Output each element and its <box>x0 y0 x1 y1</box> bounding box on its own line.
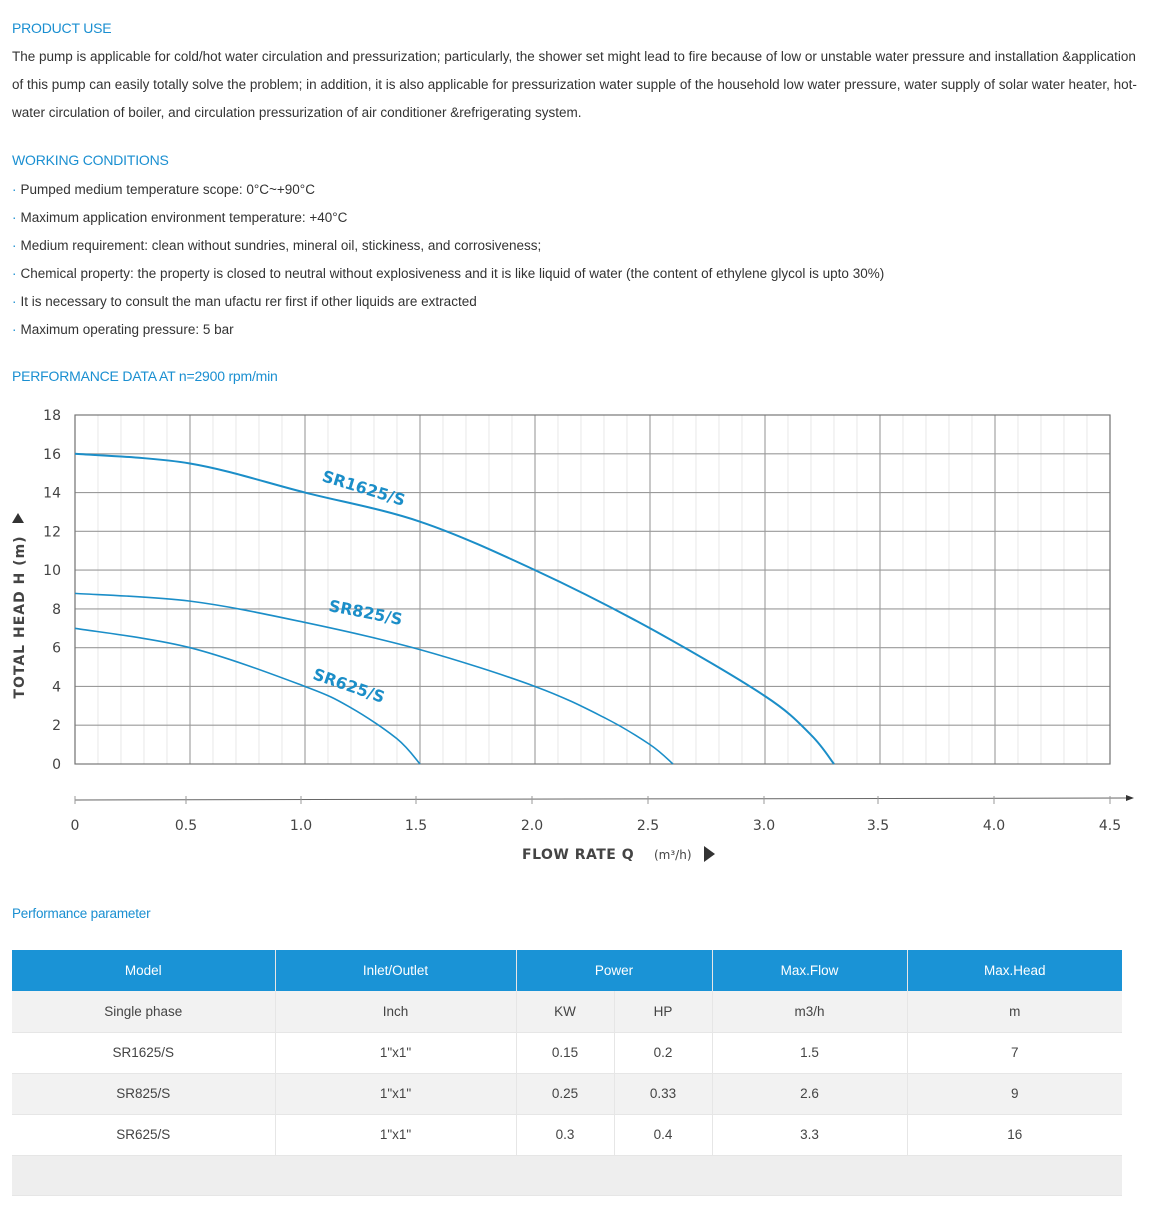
performance-title: PERFORMANCE DATA AT n=2900 rpm/min <box>12 368 278 384</box>
x-tick-labels <box>71 818 1122 834</box>
list-item: · Medium requirement: clean without sundries, mineral oil, stickiness, and corrosiveness; <box>12 238 542 253</box>
x-tick-label: 3.5 <box>866 818 890 834</box>
product-use-text: The pump is applicable for cold/hot water circulation and pressurization; particularly, the shower set might lead to fire because of low or unstable water pressure and installation &application of this pump can easily totally solve the problem; in addition, it is also applicable for pressurization water supple of the household low water pressure, water supply of solar water heater, hot-water circulation of boiler, and circulation pressurization of air conditioner &refrigerating system. <box>12 49 1137 120</box>
y-tick-label: 16 <box>43 446 61 463</box>
table-cell: 9 <box>907 1073 1122 1114</box>
y-tick-label: 18 <box>43 408 61 424</box>
table-cell: SR625/S <box>12 1114 275 1155</box>
list-item: · Chemical property: the property is closed to neutral without explosiveness and it is like liquid of water (the content of ethylene glycol is upto 30%) <box>12 266 885 281</box>
table-cell: 0.4 <box>614 1114 712 1155</box>
y-tick-label: 6 <box>52 640 61 657</box>
table-row <box>12 1114 1122 1155</box>
table-cell: 3.3 <box>712 1114 907 1155</box>
table-cell: Single phase <box>12 991 275 1032</box>
table-header-row <box>12 950 1122 991</box>
table-cell: 1"x1" <box>275 1073 516 1114</box>
y-axis-label: TOTAL HEAD H (m) <box>12 535 28 699</box>
series-label: SR825/S <box>327 596 405 629</box>
working-conditions-title: WORKING CONDITIONS <box>12 152 169 168</box>
table-footer-row <box>12 1155 1122 1195</box>
x-tick-label: 1.5 <box>404 818 428 834</box>
list-item: · Pumped medium temperature scope: 0°C~+90°C <box>12 182 315 197</box>
bullet-icon: · <box>12 182 17 197</box>
table-cell: m3/h <box>712 991 907 1032</box>
header-inlet-outlet: Inlet/Outlet <box>275 950 516 991</box>
table-cell: 1"x1" <box>275 1114 516 1155</box>
table-cell: 16 <box>907 1114 1122 1155</box>
table-cell: 0.15 <box>516 1032 614 1073</box>
bullet-icon: · <box>12 294 17 309</box>
series-label: SR1625/S <box>319 466 408 510</box>
x-tick-label: 3.0 <box>752 818 776 834</box>
performance-chart <box>0 395 1151 875</box>
series-label: SR625/S <box>310 664 388 707</box>
x-tick-label: 4.0 <box>982 818 1006 834</box>
table-units-row <box>12 991 1122 1032</box>
table-cell: KW <box>516 991 614 1032</box>
table-cell: 0.33 <box>614 1073 712 1114</box>
table-cell: 7 <box>907 1032 1122 1073</box>
table-cell: HP <box>614 991 712 1032</box>
working-conditions-list <box>12 176 884 344</box>
table-row <box>12 1032 1122 1073</box>
x-tick-label: 0 <box>70 818 80 834</box>
table-cell: 0.2 <box>614 1032 712 1073</box>
x-axis-end-arrow-icon <box>1126 795 1134 801</box>
table-cell: m <box>907 991 1122 1032</box>
table-cell: Inch <box>275 991 516 1032</box>
header-max-head: Max.Head <box>907 950 1122 991</box>
x-tick-label: 2.5 <box>636 818 660 834</box>
table-title: Performance parameter <box>12 906 151 921</box>
table-cell: 2.6 <box>712 1073 907 1114</box>
y-tick-label: 2 <box>52 718 61 735</box>
x-axis-line <box>75 798 1128 800</box>
y-tick-label: 12 <box>43 524 61 541</box>
x-tick-label: 0.5 <box>174 818 198 834</box>
y-tick-label: 14 <box>43 485 61 502</box>
table-cell: 0.25 <box>516 1073 614 1114</box>
y-tick-label: 0 <box>52 757 61 773</box>
x-tick-label: 2.0 <box>520 818 544 834</box>
y-axis-arrow-icon <box>12 513 24 523</box>
y-tick-label: 4 <box>52 679 61 696</box>
list-item: · It is necessary to consult the man ufactu rer first if other liquids are extracted <box>12 294 477 309</box>
table-footer-cell <box>12 1155 1122 1195</box>
list-item: · Maximum application environment temperature: +40°C <box>12 210 348 225</box>
table-cell: 0.3 <box>516 1114 614 1155</box>
bullet-icon: · <box>12 266 17 281</box>
chart-curve-labels <box>311 467 408 707</box>
bullet-icon: · <box>12 238 17 253</box>
x-tick-label: 1.0 <box>289 818 313 834</box>
bullet-icon: · <box>12 322 17 337</box>
y-tick-label: 8 <box>52 601 61 618</box>
header-max-flow: Max.Flow <box>712 950 907 991</box>
header-model: Model <box>12 950 275 991</box>
table-cell: SR1625/S <box>12 1032 275 1073</box>
performance-table <box>12 950 1122 1196</box>
header-power: Power <box>516 950 712 991</box>
table-cell: SR825/S <box>12 1073 275 1114</box>
x-axis-label: FLOW RATE Q <box>522 847 635 863</box>
x-axis-arrow-icon <box>704 846 715 862</box>
table-cell: 1.5 <box>712 1032 907 1073</box>
y-tick-label: 10 <box>43 563 61 580</box>
y-tick-labels <box>43 408 61 773</box>
product-use-title: PRODUCT USE <box>12 20 112 36</box>
bullet-icon: · <box>12 210 17 225</box>
table-cell: 1"x1" <box>275 1032 516 1073</box>
x-axis-unit: (m³/h) <box>654 848 692 862</box>
list-item: · Maximum operating pressure: 5 bar <box>12 322 234 337</box>
x-tick-label: 4.5 <box>1098 818 1122 834</box>
x-axis <box>75 795 1134 804</box>
table-row <box>12 1073 1122 1114</box>
